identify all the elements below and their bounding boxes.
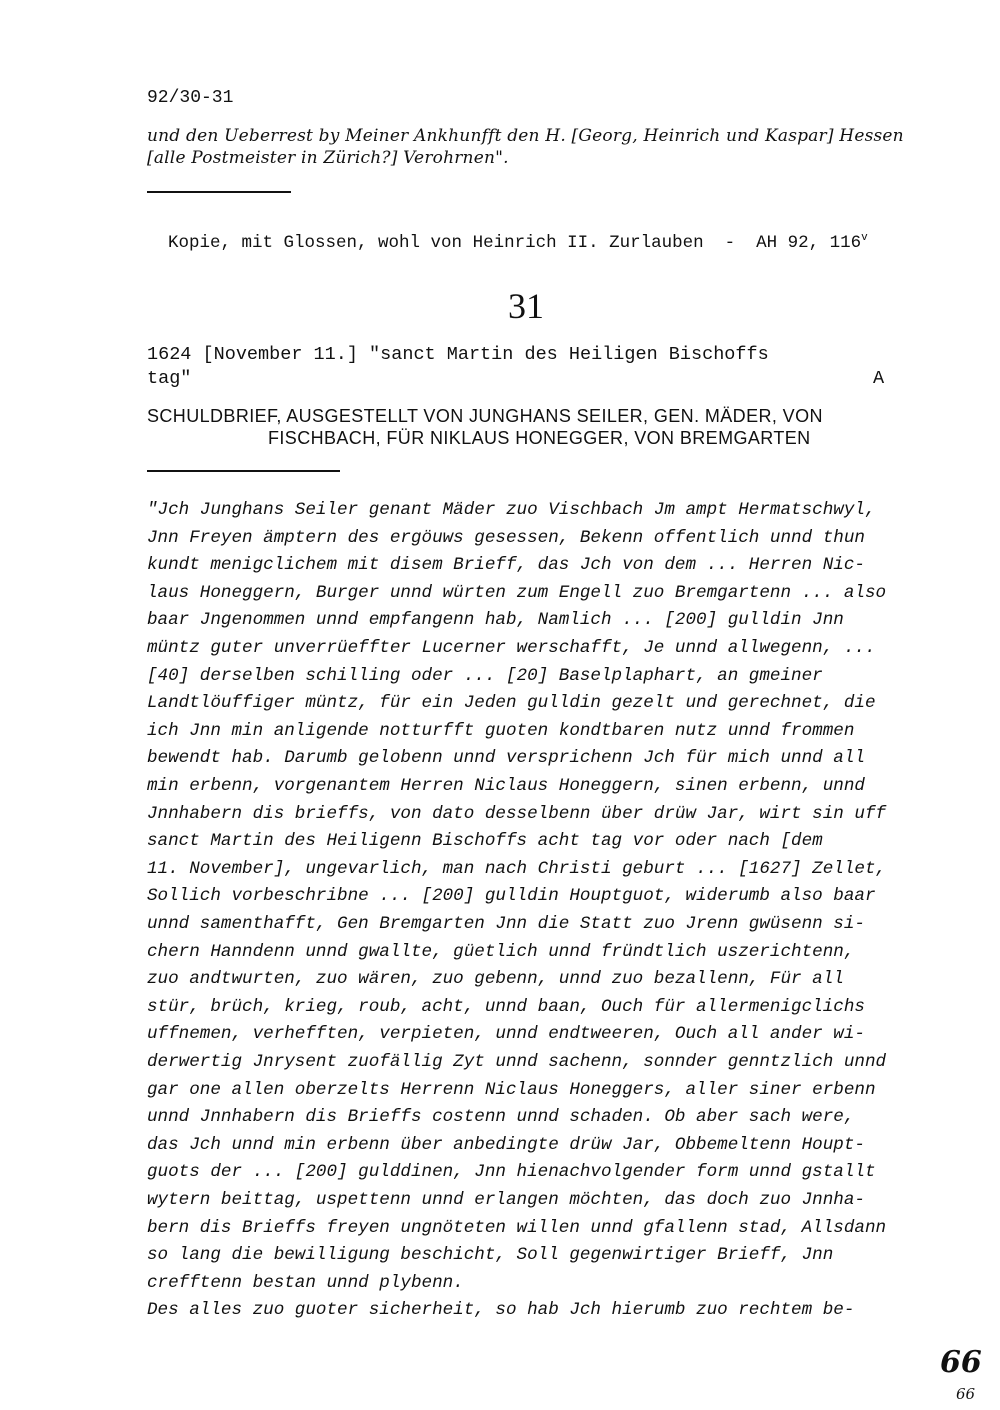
text-line: Jnn Freyen ämptern des ergöuws gesessen, Bekenn offentlich unnd thun [147,527,865,548]
version-marker: A [873,368,885,389]
text-line: Landtlöuffiger müntz, für ein Jeden gulldin gezelt und gerechnet, die [147,693,876,714]
text-line: gar one allen oberzelts Herrenn Niclaus Honeggers, aller siner erbenn [147,1079,876,1100]
text-line: bewendt hab. Darumb gelobenn unnd versprichenn Jch für mich unnd all [147,748,865,769]
text-line: min erbenn, vorgenantem Herren Niclaus Honeggern, sinen erbenn, unnd [147,776,865,796]
text-line: 11. November], ungevarlich, man nach Christi geburt ... [1627] Zellet, [147,858,887,879]
source-note-text: Kopie, mit Glossen, wohl von Heinrich II. Zurlauben - AH 92, 116 [168,232,862,253]
text-line: unnd samenthafft, Gen Bremgarten Jnn die Statt zuo Jrenn gwüsenn si- [147,914,865,934]
text-line: zuo andtwurten, zuo wären, zuo gebenn, unnd zuo bezallenn, Für all [147,969,844,990]
text-line: Des alles zuo guoter sicherheit, so hab Jch hierumb zuo rechtem be- [147,1300,855,1321]
date-line-2: tag" [147,368,192,389]
page-number-small: 66 [956,1385,976,1403]
text-line: bern dis Brieffs freyen ungnöteten willen unnd gfallenn stad, Allsdann [147,1217,887,1238]
text-line: kundt menigclichem mit disem Brieff, das Jch von dem ... Herren Nic- [147,555,865,576]
text-line: chern Hanndenn unnd gwallte, güetlich unnd fründtlich uszerichtenn, [147,941,855,962]
reference-number: 92/30-31 [147,88,234,108]
source-note [147,202,868,255]
heading-line-1: SCHULDBRIEF, AUSGESTELLT VON JUNGHANS SEILER, GEN. MÄDER, VON [147,406,823,426]
text-line: unnd Jnnhabern dis Brieffs costenn unnd schaden. Ob aber sach were, [147,1107,855,1128]
text-line: so lang die bewilligung beschicht, Soll gegenwirtiger Brieff, Jnn [147,1245,834,1266]
text-line: derwertig Jnrysent zuofällig Zyt unnd sachenn, sonnder genntzlich unnd [147,1052,887,1072]
document-number: 31 [508,286,544,326]
heading-line-2: FISCHBACH, FÜR NIKLAUS HONEGGER, VON BREMGARTEN [268,428,811,448]
page-number-large: 66 [940,1345,982,1380]
text-line: uffnemen, verhefften, verpieten, unnd endtweeren, Ouch all ander wi- [147,1024,865,1045]
divider-top [147,191,291,193]
divider-heading [147,470,340,472]
text-line: ich Jnn min anligende notturfft guoten kondtbaren nutz unnd frommen [147,720,855,741]
title-line-1: und den Ueberrest by Meiner Ankhunfft den H. [Georg, Heinrich und Kaspar] Hessen [147,126,904,146]
source-note-superscript: v [861,232,868,244]
text-line: Sollich vorbeschribne ... [200] gulldin Houptguot, widerumb also baar [147,886,876,907]
text-line: "Jch Junghans Seiler genant Mäder zuo Vischbach Jm ampt Hermatschwyl, [147,500,876,520]
text-line: baar Jngenommen unnd empfangenn hab, Namlich ... [200] gulldin Jnn [147,610,844,631]
text-line: Jnnhabern dis brieffs, von dato desselbenn über drüw Jar, wirt sin uff [147,803,887,824]
text-line: müntz guter unverrüeffter Lucerner werschafft, Je unnd allwegenn, ... [147,638,876,658]
date-line-1: 1624 [November 11.] "sanct Martin des Heiligen Bischoffs [147,344,769,365]
text-line: crefftenn bestan unnd plybenn. [147,1272,464,1293]
title-line-2: [alle Postmeister in Zürich?] Verohrnen". [147,148,509,168]
text-line: wytern beittag, uspettenn unnd erlangen möchten, das doch zuo Jnnha- [147,1190,865,1210]
text-line: stür, brüch, krieg, roub, acht, unnd baan, Ouch für allermenigclichs [147,996,865,1017]
text-line: laus Honeggern, Burger unnd würten zum Engell zuo Bremgartenn ... also [147,582,887,603]
text-line: [40] derselben schilling oder ... [20] Baselplaphart, an gmeiner [147,665,823,686]
text-line: guots der ... [200] gulddinen, Jnn hienachvolgender form unnd gstallt [147,1162,876,1183]
text-line: das Jch unnd min erbenn über anbedingte drüw Jar, Obbemeltenn Houpt- [147,1134,865,1155]
text-line: sanct Martin des Heiligenn Bischoffs acht tag vor oder nach [dem [147,831,823,852]
